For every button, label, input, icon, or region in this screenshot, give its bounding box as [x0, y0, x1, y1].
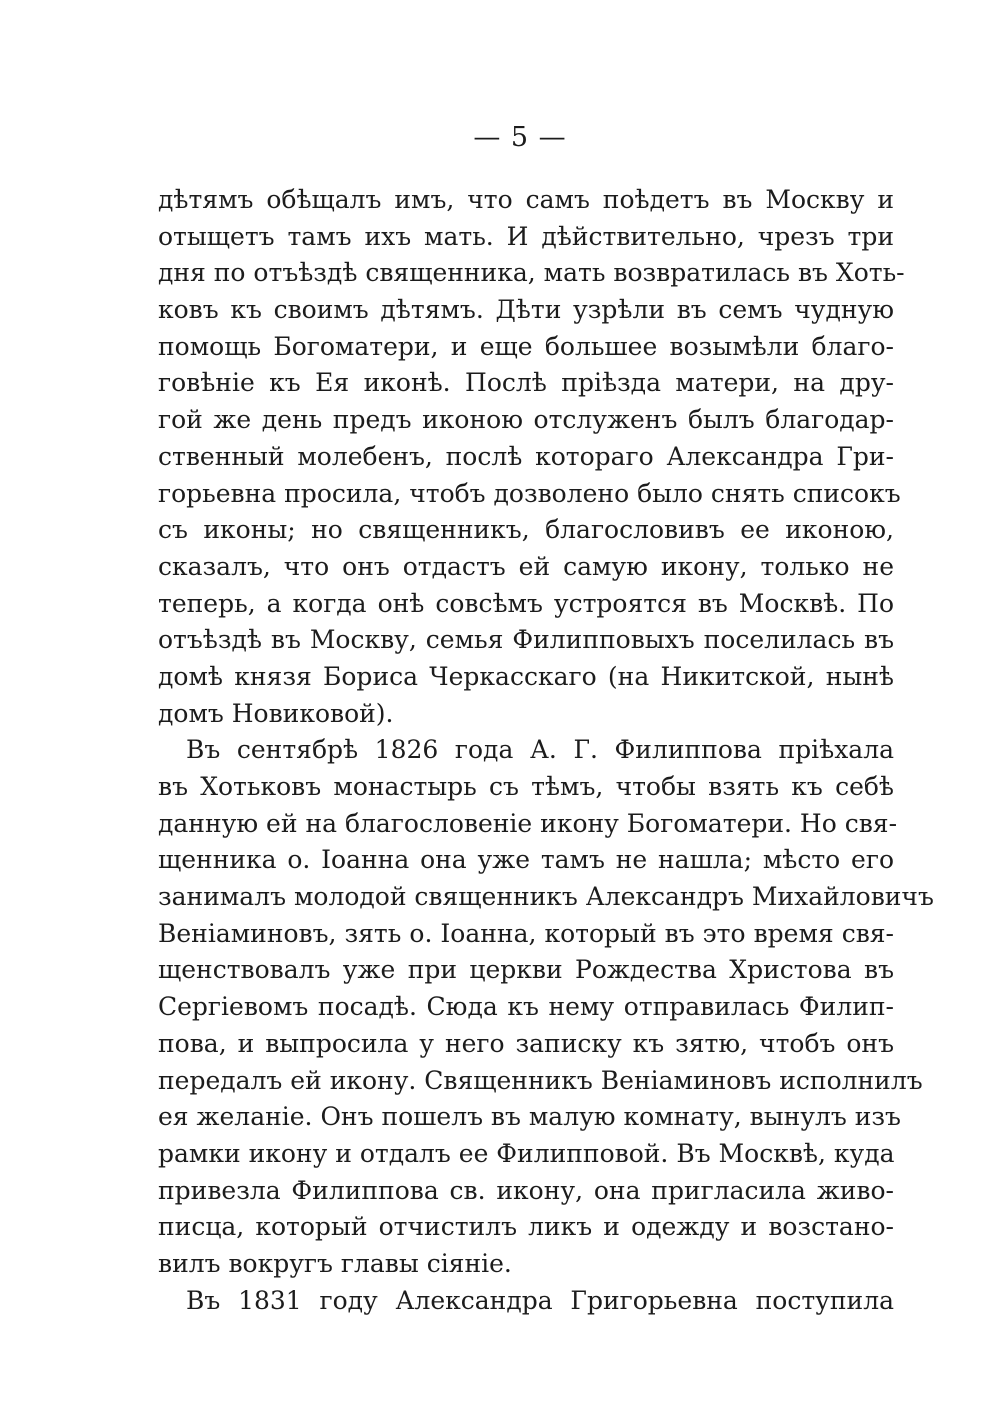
text-line: щенника о. Іоанна она уже тамъ не нашла; мѣсто его [158, 845, 894, 875]
text-line: отыщетъ тамъ ихъ мать. И дѣйствительно, чрезъ три [158, 221, 894, 251]
body-text [158, 182, 934, 1319]
text-line: щенствовалъ уже при церкви Рождества Христова въ [158, 955, 894, 985]
text-line: вилъ вокругъ главы сіяніе. [158, 1248, 512, 1278]
text-line: домъ Новиковой). [158, 698, 394, 728]
text-line: теперь, а когда онѣ совсѣмъ устроятся въ Москвѣ. По [158, 588, 894, 618]
text-line: пова, и выпросила у него записку къ зятю, чтобъ онъ [158, 1028, 894, 1058]
text-line: горьевна просила, чтобъ дозволено было снять списокъ [158, 478, 901, 508]
text-line: Въ 1831 году Александра Григорьевна поступила [186, 1285, 894, 1315]
text-line: гой же день предъ иконою отслуженъ былъ благодар- [158, 405, 894, 435]
text-line: помощь Богоматери, и еще большее возымѣли благо- [158, 331, 894, 361]
text-line: дѣтямъ обѣщалъ имъ, что самъ поѣдетъ въ Москву и [158, 185, 894, 214]
text-line: писца, который отчистилъ ликъ и одежду и возстано- [158, 1212, 894, 1242]
text-line: занималъ молодой священникъ Александръ Михайловичъ [158, 882, 934, 912]
page-number: — 5 — [473, 122, 567, 153]
text-line: ея желаніе. Онъ пошелъ въ малую комнату, вынулъ изъ [158, 1102, 901, 1132]
text-line: домѣ князя Бориса Черкасскаго (на Никитской, нынѣ [158, 661, 894, 691]
text-line: дня по отъѣздѣ священника, мать возвратилась въ Хоть- [158, 258, 905, 288]
text-line: отъѣздѣ въ Москву, семья Филипповыхъ поселилась въ [158, 625, 894, 655]
text-line: съ иконы; но священникъ, благословивъ ее иконою, [158, 515, 894, 545]
text-line: привезла Филиппова св. икону, она пригласила живо- [158, 1175, 894, 1205]
text-line: Въ сентябрѣ 1826 года А. Г. Филиппова пріѣхала [186, 735, 894, 765]
text-line: въ Хотьковъ монастырь съ тѣмъ, чтобы взять къ себѣ [158, 772, 894, 801]
text-line: передалъ ей икону. Священникъ Веніаминовъ исполнилъ [158, 1065, 923, 1095]
text-line: данную ей на благословеніе икону Богоматери. Но свя- [158, 808, 898, 838]
text-line: сказалъ, что онъ отдастъ ей самую икону, только не [158, 551, 894, 581]
text-line: рамки икону и отдалъ ее Филипповой. Въ Москвѣ, куда [158, 1138, 895, 1168]
text-line: ственный молебенъ, послѣ котораго Александра Гри- [158, 441, 894, 471]
text-line: говѣніе къ Ея иконѣ. Послѣ пріѣзда матери, на дру- [158, 368, 894, 398]
text-line: ковъ къ своимъ дѣтямъ. Дѣти узрѣли въ семъ чудную [158, 295, 894, 325]
text-line: Веніаминовъ, зять о. Іоанна, который въ это время свя- [158, 918, 894, 948]
text-line: Сергіевомъ посадѣ. Сюда къ нему отправилась Филип- [158, 992, 894, 1022]
